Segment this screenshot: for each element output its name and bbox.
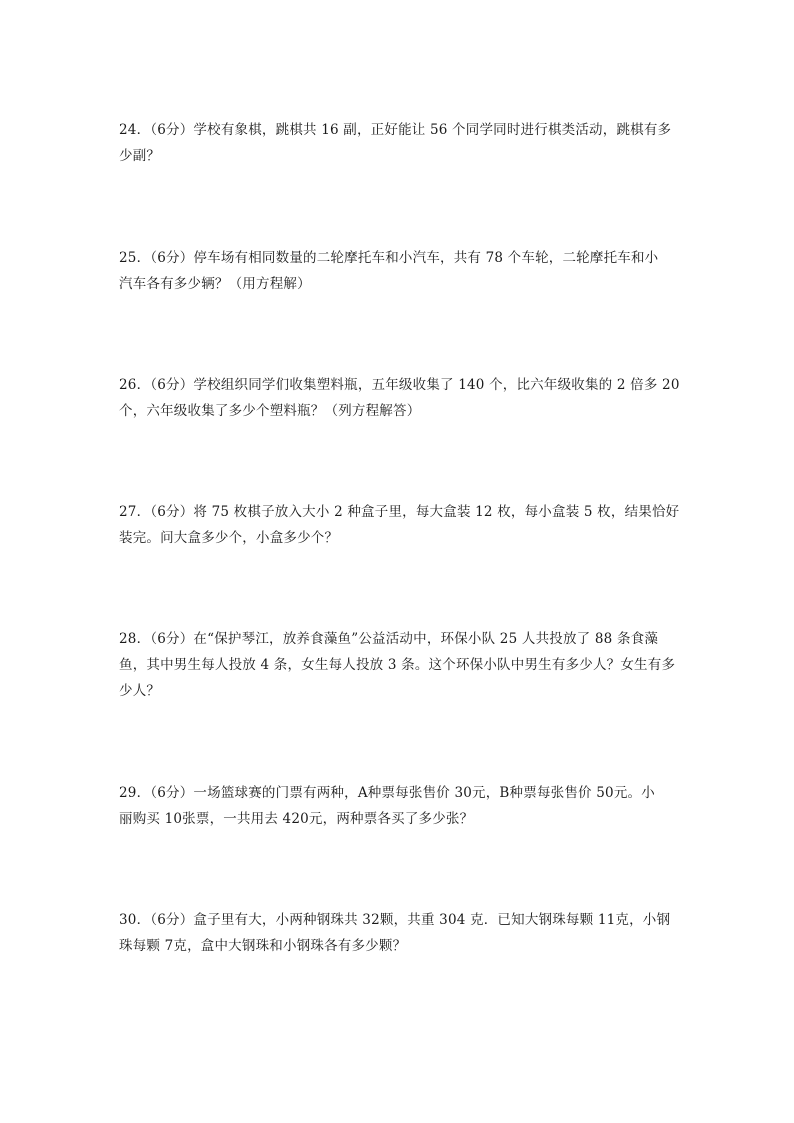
question-26-line-2: 个，六年级收集了多少个塑料瓶？（列方程解答） xyxy=(119,403,421,419)
question-25-line-2: 汽车各有多少辆？（用方程解） xyxy=(119,276,311,292)
question-28-line-3: 少人？ xyxy=(119,683,161,699)
question-29 xyxy=(119,780,679,832)
question-29-line-1: 29．（6分）一场篮球赛的门票有两种，A种票每张售价 30元，B种票每张售价 50元。小 xyxy=(119,785,655,801)
question-27 xyxy=(119,499,679,551)
question-29-line-2: 丽购买 10张票，一共用去 420元，两种票各买了多少张？ xyxy=(119,811,474,827)
question-28 xyxy=(119,626,679,704)
question-24-line-1: 24．（6分）学校有象棋，跳棋共 16 副，正好能让 56 个同学同时进行棋类活动，跳棋有多 xyxy=(119,122,672,138)
question-30-line-2: 珠每颗 7克，盒中大钢珠和小钢珠各有多少颗？ xyxy=(119,938,407,954)
question-25 xyxy=(119,245,679,297)
question-25-line-1: 25．（6分）停车场有相同数量的二轮摩托车和小汽车，共有 78 个车轮，二轮摩托车和小 xyxy=(119,250,659,266)
question-24 xyxy=(119,117,679,169)
question-30-line-1: 30．（6分）盒子里有大，小两种钢珠共 32颗，共重 304 克．已知大钢珠每颗 11克，小钢 xyxy=(119,912,671,928)
question-28-line-2: 鱼，其中男生每人投放 4 条，女生每人投放 3 条。这个环保小队中男生有多少人？女生有多 xyxy=(119,657,676,673)
question-24-line-2: 少副？ xyxy=(119,148,161,164)
question-27-line-1: 27．（6分）将 75 枚棋子放入大小 2 种盒子里，每大盒装 12 枚，每小盒装 5 枚，结果恰好 xyxy=(119,504,680,520)
question-30 xyxy=(119,907,679,959)
question-28-line-1: 28．（6分）在“保护琴江，放养食藻鱼”公益活动中，环保小队 25 人共投放了 88 条食藻 xyxy=(119,631,659,647)
question-26-line-1: 26．（6分）学校组织同学们收集塑料瓶，五年级收集了 140 个，比六年级收集的 2 倍多 20 xyxy=(119,377,680,393)
question-26 xyxy=(119,372,679,424)
question-27-line-2: 装完。问大盒多少个，小盒多少个？ xyxy=(119,530,339,546)
